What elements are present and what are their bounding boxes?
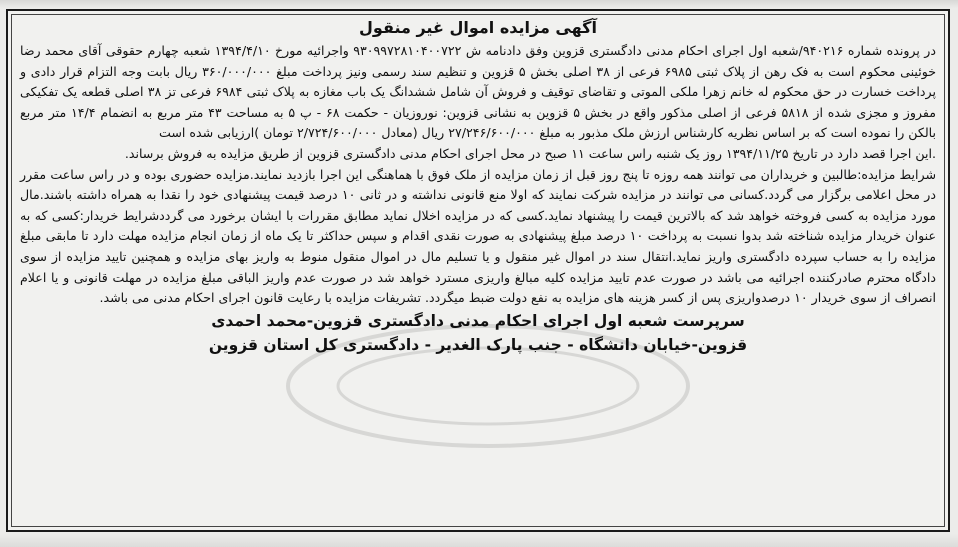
auction-date-paragraph: .این اجرا قصد دارد در تاریخ ۱۳۹۴/۱۱/۲۵ روز یک شنبه راس ساعت ۱۱ صبح در محل اجرای احکام مدنی دادگستری قزوین از طریق مزایده به فروش برساند. (124, 145, 936, 161)
auction-notice (6, 9, 950, 532)
notice-inner-border (11, 14, 945, 527)
case-details-paragraph: در پرونده شماره ۹۴۰۲۱۶/شعبه اول اجرای احکام مدنی دادگستری قزوین وفق دادنامه ش ۹۳۰۹۹۷۲۸۱۰۴۰۰۷۲۲ واجرائیه مورخ ۱۳۹۴/۴/۱۰ شعبه چهارم حقوقی آقای محمد رضا خوئینی محکوم است به فک رهن از پلاک ثبتی ۶۹۸۵ فرعی از ۳۸ اصلی بخش ۵ قزوین و تنظیم سند رسمی ونیز پرداخت مبلغ ۳۶۰/۰۰۰/۰۰۰ ریال بابت وجه التزام قرار دادی و پرداخت خسارت در حق محکوم له خانم زهرا ملکی الموتی و تقاضای توقیف و فروش آن شامل ششدانگ یک باب مغازه به پلاک ثبتی ۶۹۸۴ فرعی تز ۳۸ اصلی قطعه یک تفکیکی مفروز و مجزی شده از ۵۸۱۸ فرعی از اصلی مذکور واقع در بخش ۵ قزوین به نشانی قزوین: نوروزیان - حکمت ۶۸ - پ ۵ به مساحت ۴۳ متر مربع به انضمام ۱۴/۴ متر مربع بالکن را نموده است که بر اساس نظریه کارشناس ارزش ملک مذبور به مبلغ ۲۷/۲۴۶/۶۰۰/۰۰۰ ریال (معادل ۲/۷۲۴/۶۰۰/۰۰۰ تومان )ارزیابی شده است (20, 43, 937, 141)
notice-title: آگهی مزایده اموال غیر منقول (359, 18, 597, 37)
signature-line: سرپرست شعبه اول اجرای احکام مدنی دادگستری قزوین-محمد احمدی (211, 311, 745, 330)
scan-bottom-edge (0, 534, 958, 547)
auction-conditions-paragraph: شرایط مزایده:طالبین و خریداران می توانند همه روزه تا پنج روز قبل از زمان مزایده از ملک فوق با هماهنگی این اجرا بازدید نمایند.مزایده حضوری بوده و در راس ساعت مقرر در محل اعلامی برگزار می گردد.کسانی می توانند در مزایده شرکت نمایند که اولا منع قانونی نداشته و در ثانی ۱۰ درصد قیمت پیشنهادی خود را نقدا به همراه داشته باشند.مال مورد مزایده به کسی فروخته خواهد شد که بالاترین قیمت را پیشنهاد نماید.کسی که در مزایده اخلال نماید مطابق مقررات با ایشان برخورد می گردد‌شرایط خریدار:کسی که به عنوان خریدار مزایده شناخته شد بدوا نسبت به پرداخت ۱۰ درصد مبلغ پیشنهادی به صورت نقدی اقدام و سپس حداکثر تا یک ماه از زمان انجام مزایده مهلت دارد تا مابقی مبلغ مزایده را به حساب سپرده دادگستری واریز نماید.انتقال سند در اموال غیر منقول و یا تسلیم مال در اموال منقول منوط به واریز بهای مزایده و همچنین تایید مزایده از سوی دادگاه محترم صادرکننده اجرائیه می باشد در صورت عدم تایید مزایده کلیه مبالغ واریزی مسترد خواهد شد در صورت عدم واریز الباقی مبلغ مزایده در مهلت قانونی و یا اعلام انصراف از سوی خریدار ۱۰ درصدواریزی پس از کسر هزینه های مزایده به نفع دولت ضبط میگردد. تشریفات مزایده با رعایت قانون اجرای احکام مدنی می باشد. (20, 166, 936, 306)
address-line: قزوین-خیابان دانشگاه - جنب پارک الغدیر - دادگستری کل استان قزوین (208, 335, 748, 354)
scan-top-edge (0, 0, 958, 8)
